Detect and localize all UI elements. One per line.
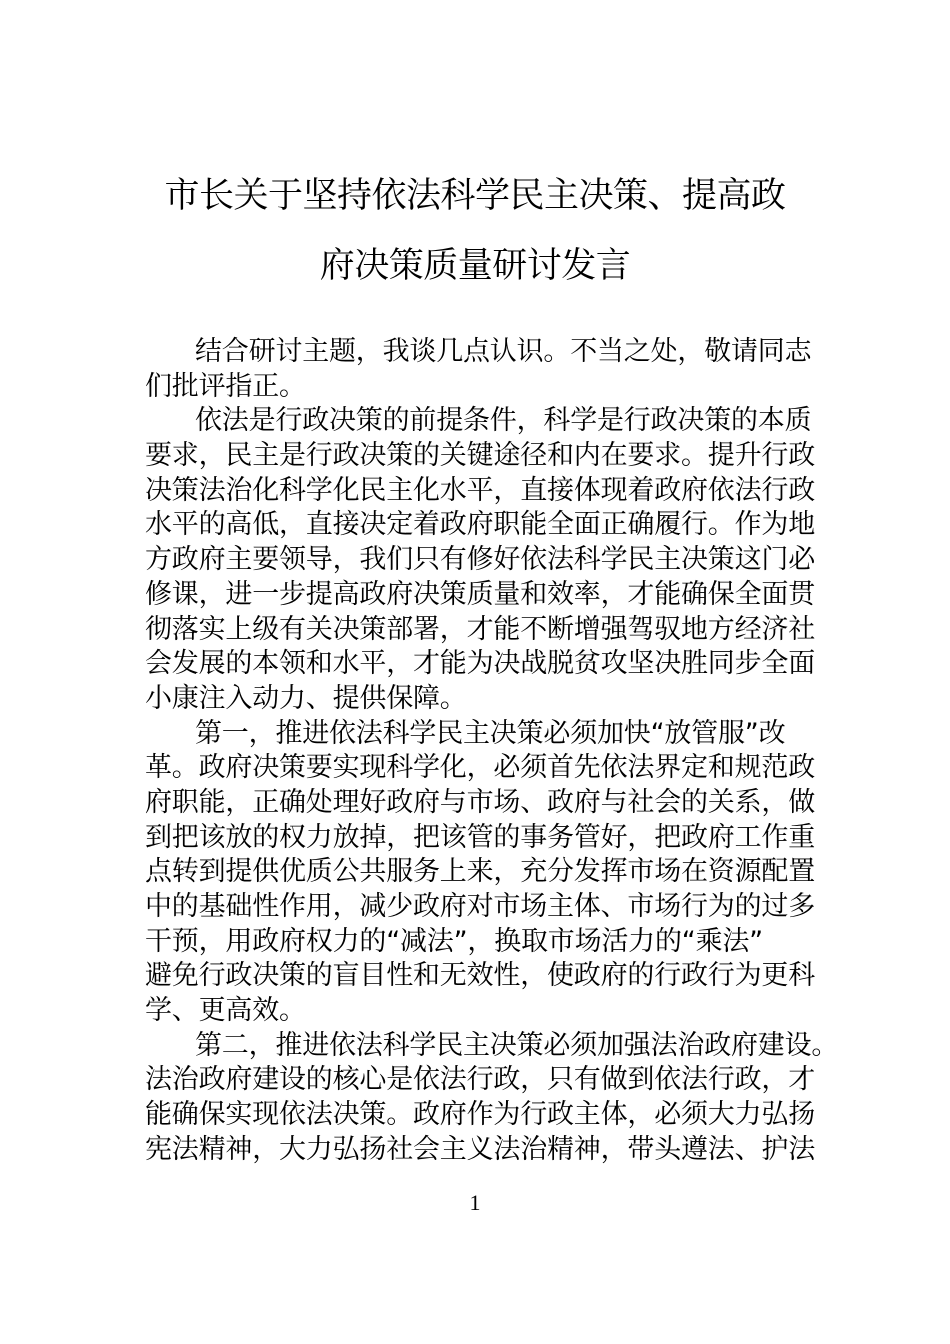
body-text-line: 能确保实现依法决策。政府作为行政主体，必须大力弘扬 (145, 1099, 815, 1131)
title-line-1: 市长关于坚持依法科学民主决策、提高政 (164, 176, 786, 216)
body-text-line: 依法是行政决策的前提条件，科学是行政决策的本质 (195, 405, 812, 437)
body-text-line: 会发展的本领和水平，才能为决战脱贫攻坚决胜同步全面 (145, 648, 815, 680)
body-text-line: 小康注入动力、提供保障。 (145, 682, 467, 714)
body-text-line: 革。政府决策要实现科学化，必须首先依法界定和规范政 (145, 752, 815, 784)
body-text-line: 们批评指正。 (145, 370, 306, 402)
body-text-line: 第二，推进依法科学民主决策必须加强法治政府建设。 (195, 1029, 839, 1061)
document-title (0, 161, 950, 301)
body-text-line: 学、更高效。 (145, 995, 306, 1027)
page-number: 1 (469, 1190, 481, 1215)
body-text-line: 到把该放的权力放掉，把该管的事务管好，把政府工作重 (145, 821, 815, 853)
body-text-line: 法治政府建设的核心是依法行政，只有做到依法行政，才 (145, 1064, 815, 1096)
body-text-line: 修课，进一步提高政府决策质量和效率，才能确保全面贯 (145, 578, 815, 610)
body-text-line: 水平的高低，直接决定着政府职能全面正确履行。作为地 (145, 509, 815, 541)
document-body (145, 335, 845, 1168)
body-text-line: 方政府主要领导，我们只有修好依法科学民主决策这门必 (145, 544, 815, 576)
body-text-line: 府职能，正确处理好政府与市场、政府与社会的关系，做 (145, 786, 815, 818)
body-text-line: 第一，推进依法科学民主决策必须加快“放管服”改 (195, 717, 786, 749)
body-text-line: 要求，民主是行政决策的关键途径和内在要求。提升行政 (145, 440, 815, 472)
body-text-line: 决策法治化科学化民主化水平，直接体现着政府依法行政 (145, 474, 815, 506)
body-text-line: 干预，用政府权力的“减法”，换取市场活力的“乘法” (145, 925, 763, 957)
body-text-line: 宪法精神，大力弘扬社会主义法治精神，带头遵法、护法 (145, 1133, 815, 1165)
body-text-line: 结合研讨主题，我谈几点认识。不当之处，敬请同志 (195, 336, 812, 367)
body-text-line: 避免行政决策的盲目性和无效性，使政府的行政行为更科 (145, 960, 815, 992)
body-text-line: 点转到提供优质公共服务上来，充分发挥市场在资源配置 (145, 856, 815, 888)
body-text-line: 彻落实上级有关决策部署，才能不断增强驾驭地方经济社 (145, 613, 815, 645)
body-text-line: 中的基础性作用，减少政府对市场主体、市场行为的过多 (145, 891, 815, 922)
title-line-2: 府决策质量研讨发言 (319, 246, 631, 286)
